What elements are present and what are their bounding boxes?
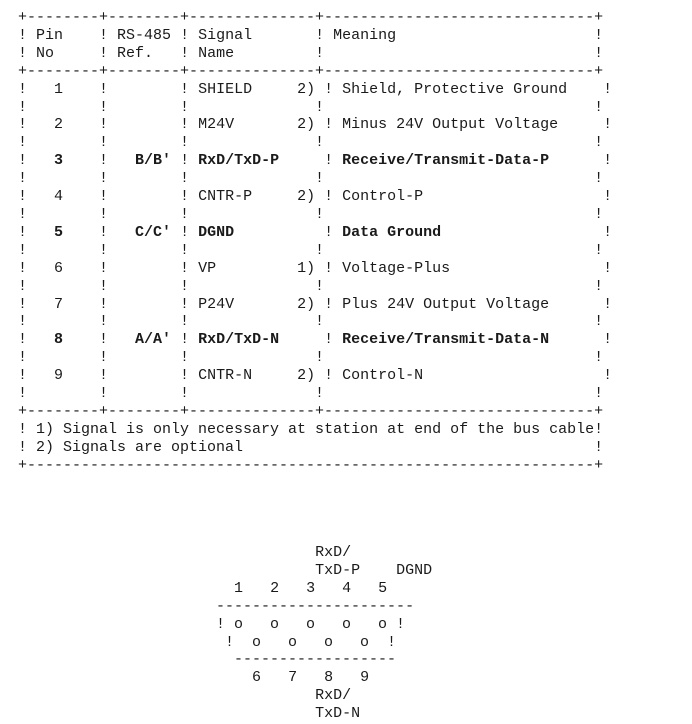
pin-number: 3 [54, 152, 64, 170]
pin-number: 9 [54, 367, 64, 385]
bottom-pin-number: 9 [360, 669, 370, 687]
footnote: 1) Signal is only necessary at station at end of the bus cable [36, 420, 595, 438]
signal-meaning: Voltage-Plus [342, 259, 451, 277]
signal-name: RxD/TxD-N [198, 331, 280, 349]
signal-meaning: Plus 24V Output Voltage [342, 295, 550, 313]
header-signal: Signal [198, 26, 253, 44]
top-pin-number: 2 [270, 579, 280, 597]
footnote: 2) Signals are optional [36, 438, 244, 456]
label-rxd-bottom: RxD/ [315, 687, 352, 705]
bottom-pin-number: 8 [324, 669, 334, 687]
top-pin-number: 3 [306, 579, 316, 597]
header-pin-no: No [36, 44, 55, 62]
signal-meaning: Control-N [342, 367, 424, 385]
top-pin-number: 4 [342, 579, 352, 597]
bottom-pin-number: 7 [288, 669, 298, 687]
signal-note: 1) [297, 259, 316, 277]
signal-meaning: Control-P [342, 188, 424, 206]
label-txdn: TxD-N [315, 705, 361, 723]
label-txdp: TxD-P [315, 561, 361, 579]
header-ref: RS-485 [117, 26, 172, 44]
signal-meaning: Shield, Protective Ground [342, 80, 568, 98]
header-meaning: Meaning [333, 26, 397, 44]
top-pin-number: 5 [378, 579, 388, 597]
signal-name: P24V [198, 295, 235, 313]
signal-name: VP [198, 259, 217, 277]
pin-number: 6 [54, 259, 64, 277]
pin-number: 2 [54, 116, 64, 134]
signal-name: M24V [198, 116, 235, 134]
header-pin: Pin [36, 26, 64, 44]
signal-name: RxD/TxD-P [198, 152, 280, 170]
rs485-ref: C/C' [135, 223, 172, 241]
pin-number: 1 [54, 80, 64, 98]
signal-meaning: Receive/Transmit-Data-N [342, 331, 550, 349]
signal-note: 2) [297, 295, 316, 313]
pin-number: 8 [54, 331, 64, 349]
pin-number: 4 [54, 188, 64, 206]
label-dgnd: DGND [396, 561, 433, 579]
signal-meaning: Data Ground [342, 223, 442, 241]
top-pin-number: 1 [234, 579, 244, 597]
rs485-ref: A/A' [135, 331, 172, 349]
signal-note: 2) [297, 188, 316, 206]
pin-number: 7 [54, 295, 64, 313]
signal-meaning: Receive/Transmit-Data-P [342, 152, 550, 170]
label-rxd-top: RxD/ [315, 544, 352, 561]
signal-note: 2) [297, 80, 316, 98]
pin-number: 5 [54, 223, 64, 241]
header-ref-sub: Ref. [117, 44, 154, 62]
header-signal-name: Name [198, 44, 235, 62]
rs485-ref: B/B' [135, 152, 172, 170]
bottom-pin-number: 6 [252, 669, 262, 687]
signal-meaning: Minus 24V Output Voltage [342, 116, 559, 134]
connector-diagram: RxD/ TxD-P DGND 1 2 3 4 5 ---------------------- ! o o o o o ! ! o o o o ! ------------------ 6 7 8 9 RxD/ TxD-N [18, 544, 433, 723]
signal-name: CNTR-N [198, 367, 253, 385]
signal-note: 2) [297, 367, 316, 385]
signal-name: CNTR-P [198, 188, 253, 206]
signal-note: 2) [297, 116, 316, 134]
pinout-table: +--------+--------+--------------+------------------------------+ ! Pin ! RS-485 ! Signal ! Meaning ! ! No ! Ref. ! Name ! ! +--------+--------+--------------+------------------------------+ ! 1 ! ! SHIELD 2) ! Shield, Protective Ground ! ! ! ! ! ! ! 2 ! ! M24V 2) ! Minus 24V Output Voltage ! ! ! ! ! ! ! 3 ! B/B' ! RxD/TxD-P ! Receive/Transmit-Data-P ! ! ! ! ! ! ! 4 ! ! CNTR-P 2) ! Control-P ! ! ! ! ! ! ! 5 ! C/C' ! DGND ! Data Ground ! ! ! ! ! ! ! 6 ! ! VP 1) ! Voltage-Plus ! ! ! ! ! ! ! 7 ! ! P24V 2) ! Plus 24V Output Voltage ! ! ! ! ! ! ! 8 ! A/A' ! RxD/TxD-N ! Receive/Transmit-Data-N ! ! ! ! ! ! ! 9 ! ! CNTR-N 2) ! Control-N ! ! ! ! ! ! +--------+--------+--------------+------------------------------+ ! 1) Signal is only necessary at station at end of the bus cable! ! 2) Signals are optional ! +---------------------------------------------------------------+ [18, 9, 613, 474]
signal-name: DGND [198, 223, 235, 241]
signal-name: SHIELD [198, 80, 253, 98]
